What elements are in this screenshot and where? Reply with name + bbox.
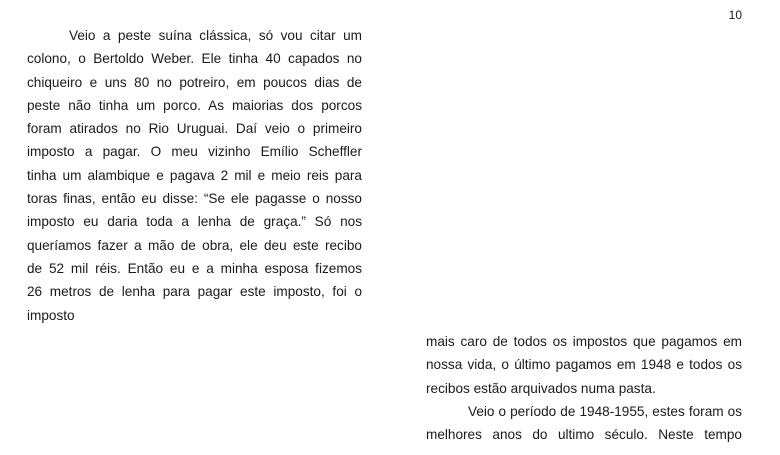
text-line: melhores anos do ultimo século. Neste tempo	[426, 427, 742, 443]
text-line: chiqueiro e uns 80 no potreiro, em poucos dias de	[27, 74, 362, 90]
text-line: imposto a pagar. O meu vizinho Emílio Scheffler	[27, 144, 362, 160]
text-line: Veio a peste suína clássica, só vou citar um	[69, 28, 362, 43]
text-line: imposto	[27, 307, 75, 323]
text-line: nossa vida, o último pagamos em 1948 e todos os	[426, 357, 742, 373]
text-line: imposto eu daria toda a lenha de graça.” Só nos	[27, 214, 362, 230]
text-line: mais caro de todos os impostos que pagamos em	[426, 334, 742, 349]
right-text-column	[426, 330, 742, 446]
page-number: 10	[728, 8, 742, 22]
text-line: 26 metros de lenha para pagar este imposto, foi o	[27, 284, 362, 300]
text-line: Veio o período de 1948-1955, estes foram os	[468, 403, 742, 419]
text-line: recibos estão arquivados numa pasta.	[426, 380, 656, 396]
text-line: foram atirados no Rio Uruguai. Daí veio o primeiro	[27, 121, 362, 137]
text-line: queríamos fazer a mão de obra, ele deu este recibo	[27, 237, 362, 253]
text-line: toras finas, então eu disse: “Se ele pagasse o nosso	[27, 191, 362, 207]
text-line: colono, o Bertoldo Weber. Ele tinha 40 capados no	[27, 51, 362, 67]
text-line: peste não tinha um porco. As maiorias dos porcos	[27, 97, 362, 113]
text-line: tinha um alambique e pagava 2 mil e meio reis para	[27, 167, 362, 183]
text-line: de 52 mil réis. Então eu e a minha esposa fizemos	[27, 260, 362, 276]
left-text-column	[27, 24, 362, 327]
